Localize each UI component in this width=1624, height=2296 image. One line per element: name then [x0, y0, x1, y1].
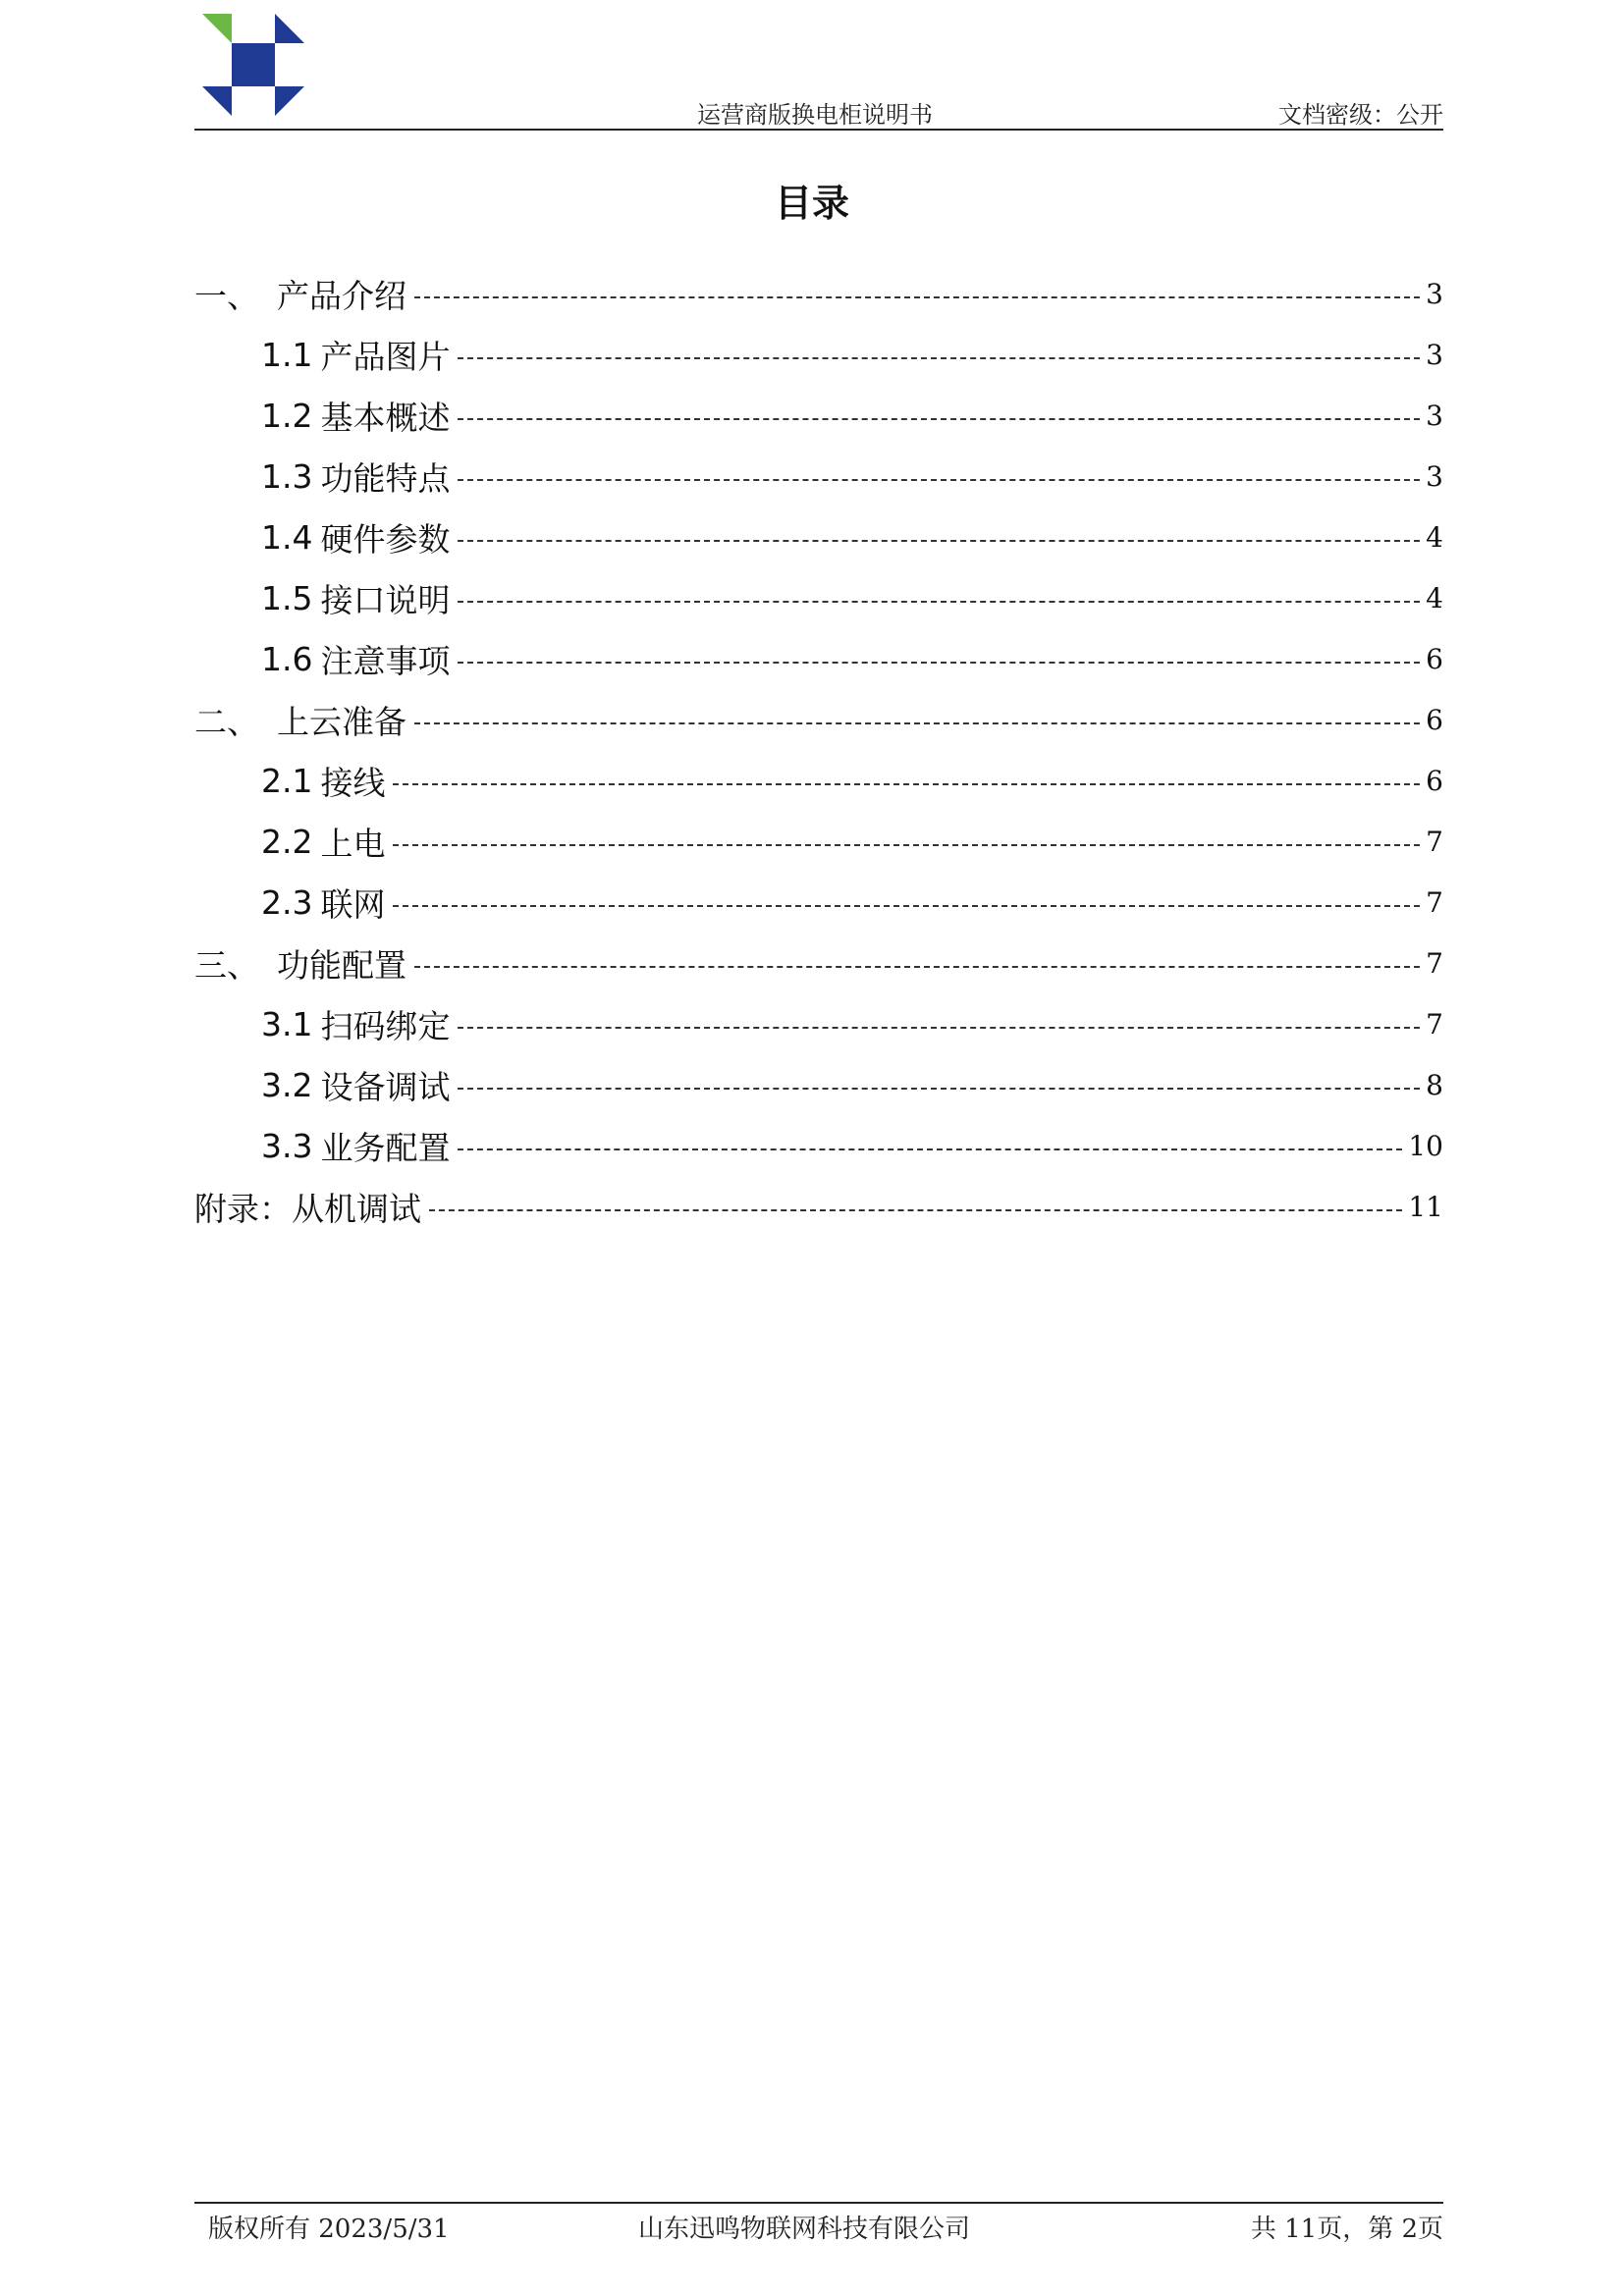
toc-entry-2-1[interactable] [194, 750, 1443, 811]
toc-entry-number: 1.4 [261, 517, 313, 557]
toc-entry-page: 8 [1426, 1068, 1443, 1101]
table-of-contents [194, 263, 1443, 1237]
toc-leader [414, 296, 1420, 298]
toc-entry-page: 3 [1426, 277, 1443, 310]
toc-entry-appendix[interactable] [194, 1176, 1443, 1237]
toc-entry-label: 接线 [320, 763, 386, 802]
toc-entry-section-2[interactable] [194, 689, 1443, 750]
toc-entry-number: 二、 [194, 702, 259, 741]
toc-entry-number: 附录： [194, 1189, 292, 1228]
toc-entry-page: 7 [1426, 885, 1443, 919]
logo-navy-triangle-left [202, 86, 232, 116]
toc-entry-page: 7 [1426, 946, 1443, 980]
toc-entry-number: 1.6 [261, 639, 313, 678]
toc-leader [393, 844, 1420, 846]
toc-leader [458, 1027, 1420, 1029]
toc-entry-page: 3 [1426, 399, 1443, 432]
toc-entry-1-4[interactable] [194, 507, 1443, 567]
toc-entry-number: 1.2 [261, 396, 313, 435]
toc-entry-number: 1.3 [261, 456, 313, 496]
toc-entry-number: 1.1 [261, 335, 313, 374]
toc-entry-label: 业务配置 [320, 1128, 451, 1167]
toc-entry-label: 扫码绑定 [320, 1006, 451, 1045]
toc-entry-number: 3.2 [261, 1065, 313, 1104]
toc-entry-page: 6 [1426, 764, 1443, 797]
toc-entry-label: 基本概述 [320, 398, 451, 437]
classification-label: 文档密级：公开 [1278, 101, 1443, 129]
logo-navy-triangle-right [275, 86, 304, 116]
toc-entry-number: 一、 [194, 276, 259, 315]
toc-entry-3-2[interactable] [194, 1054, 1443, 1115]
toc-entry-1-2[interactable] [194, 385, 1443, 446]
toc-leader [458, 418, 1420, 420]
footer-company: 山东迅鸣物联网科技有限公司 [638, 2215, 971, 2244]
logo-navy-square [232, 43, 275, 86]
toc-entry-1-3[interactable] [194, 446, 1443, 507]
toc-entry-label: 功能特点 [320, 458, 451, 498]
toc-leader [458, 1148, 1402, 1150]
toc-leader [458, 662, 1420, 664]
toc-entry-2-2[interactable] [194, 811, 1443, 872]
toc-entry-1-1[interactable] [194, 324, 1443, 385]
toc-entry-1-6[interactable] [194, 628, 1443, 689]
toc-leader [458, 357, 1420, 359]
toc-entry-page: 6 [1426, 703, 1443, 736]
toc-entry-label: 产品图片 [320, 337, 451, 376]
toc-entry-number: 2.2 [261, 822, 313, 861]
header-divider [194, 129, 1443, 131]
toc-entry-page: 7 [1426, 825, 1443, 858]
toc-entry-label: 上云准备 [277, 702, 406, 741]
toc-leader [458, 1088, 1420, 1090]
toc-entry-1-5[interactable] [194, 567, 1443, 628]
toc-entry-label: 设备调试 [320, 1067, 451, 1106]
toc-entry-section-1[interactable] [194, 263, 1443, 324]
toc-entry-2-3[interactable] [194, 872, 1443, 933]
toc-entry-number: 2.3 [261, 882, 313, 922]
toc-entry-page: 7 [1426, 1007, 1443, 1041]
toc-entry-page: 11 [1408, 1190, 1443, 1223]
toc-entry-number: 3.1 [261, 1004, 313, 1043]
toc-leader [414, 722, 1420, 724]
toc-entry-number: 2.1 [261, 761, 313, 800]
toc-entry-page: 4 [1426, 581, 1443, 614]
toc-leader [393, 905, 1420, 907]
toc-leader [414, 966, 1420, 968]
company-logo-icon [202, 14, 304, 116]
footer-divider [194, 2202, 1443, 2204]
toc-leader [458, 601, 1420, 603]
toc-leader [458, 479, 1420, 481]
toc-entry-page: 6 [1426, 642, 1443, 675]
toc-leader [429, 1209, 1402, 1211]
toc-leader [393, 783, 1420, 785]
toc-entry-number: 三、 [194, 945, 259, 985]
toc-entry-3-3[interactable] [194, 1115, 1443, 1176]
toc-entry-section-3[interactable] [194, 933, 1443, 993]
toc-leader [458, 540, 1420, 542]
toc-entry-label: 联网 [320, 884, 386, 924]
toc-heading: 目录 [774, 182, 849, 225]
logo-navy-triangle-top [275, 14, 304, 43]
toc-entry-label: 功能配置 [277, 945, 406, 985]
toc-entry-label: 从机调试 [292, 1189, 421, 1228]
toc-entry-number: 1.5 [261, 578, 313, 617]
footer-pagination: 共 11页，第 2页 [1250, 2215, 1443, 2244]
footer-copyright: 版权所有 2023/5/31 [208, 2215, 450, 2244]
toc-entry-label: 注意事项 [320, 641, 451, 680]
toc-entry-label: 接口说明 [320, 580, 451, 619]
logo-green-triangle [202, 14, 232, 43]
toc-entry-page: 3 [1426, 338, 1443, 371]
toc-entry-page: 4 [1426, 520, 1443, 554]
document-title: 运营商版换电柜说明书 [697, 101, 933, 129]
toc-entry-number: 3.3 [261, 1126, 313, 1165]
toc-entry-label: 上电 [320, 824, 386, 863]
toc-entry-page: 10 [1408, 1129, 1443, 1162]
toc-entry-label: 产品介绍 [277, 276, 406, 315]
toc-entry-label: 硬件参数 [320, 519, 451, 559]
toc-entry-page: 3 [1426, 459, 1443, 493]
toc-entry-3-1[interactable] [194, 993, 1443, 1054]
